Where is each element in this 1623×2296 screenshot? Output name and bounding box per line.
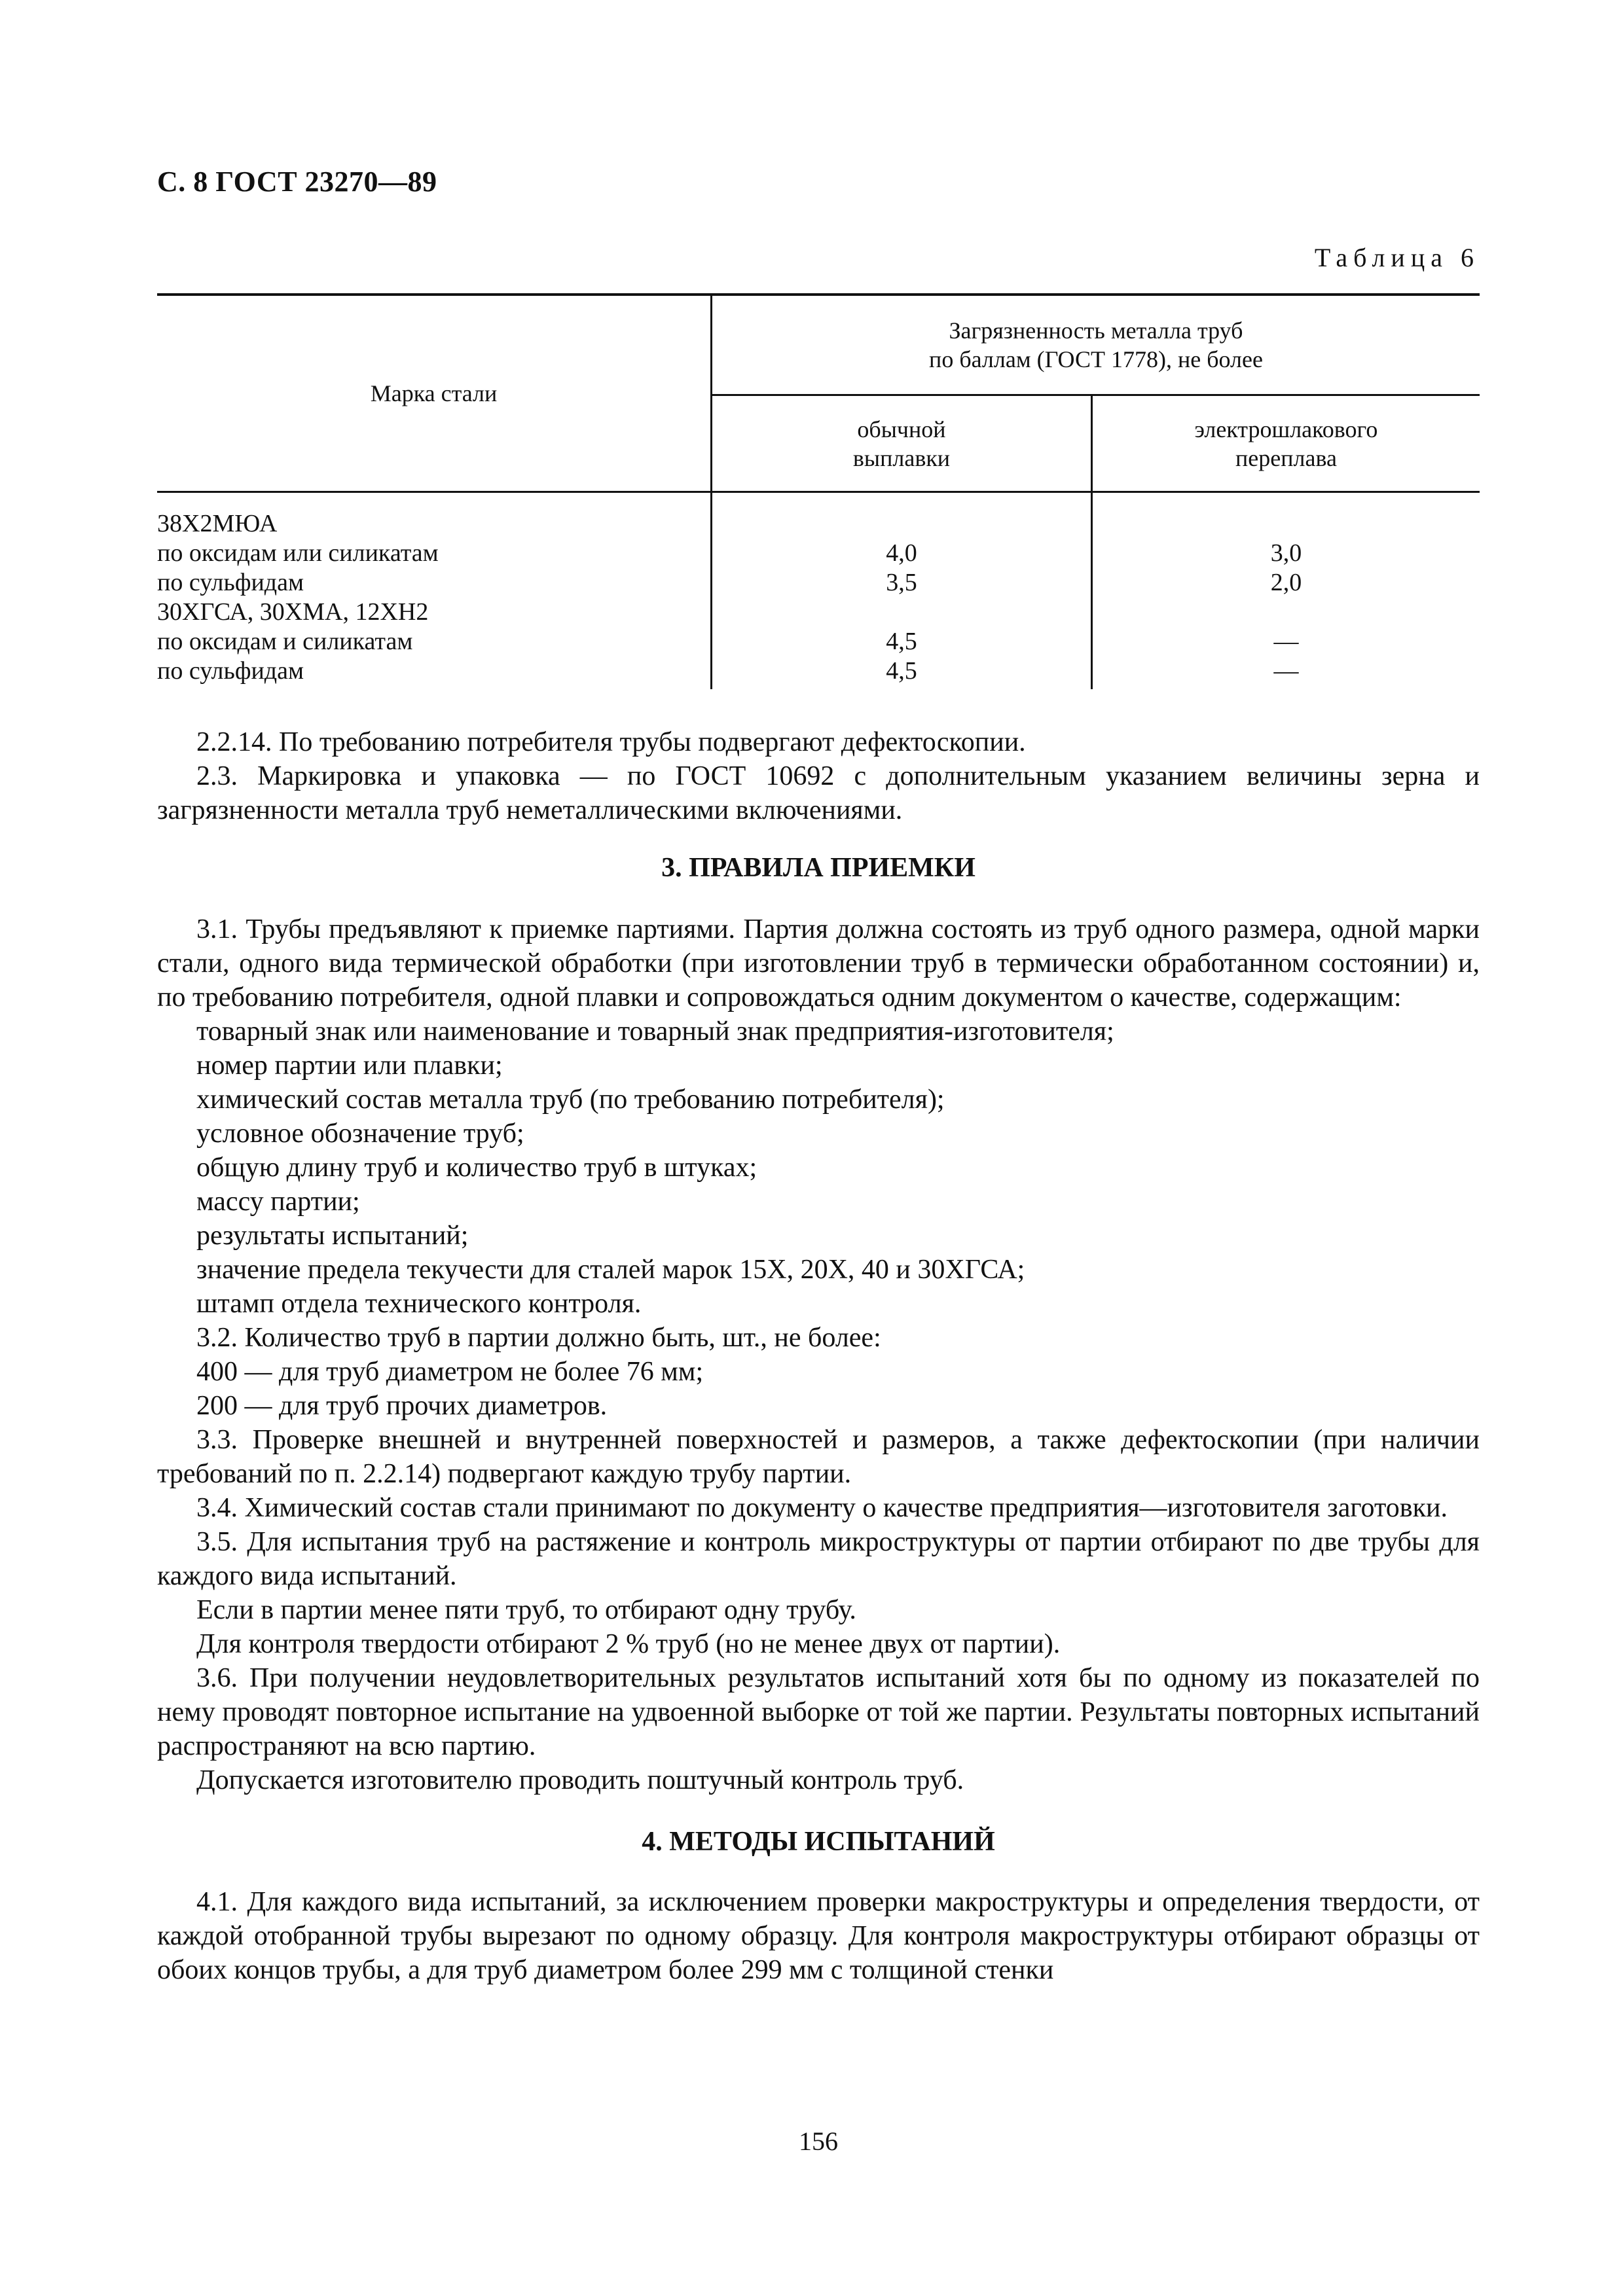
list-item: результаты испытаний; xyxy=(196,1221,469,1251)
page-number: 156 xyxy=(799,2126,838,2156)
list-item: 200 — для труб прочих диаметров. xyxy=(196,1391,608,1421)
paragraph: Для контроля твердости отбирают 2 % труб (но не менее двух от партии). xyxy=(196,1629,1061,1659)
paragraph: 2.3. Маркировка и упаковка — по ГОСТ 10692 с дополнительным указанием величины зерна и загрязненности металла труб неметаллическими включениями. xyxy=(157,761,1480,825)
list-item: номер партии или плавки; xyxy=(196,1050,503,1081)
paragraph: 3.1. Трубы предъявляют к приемке партиями. Партия должна состоять из труб одного размера, одной марки стали, одного вида термической обработки (при изготовлении труб в термически обработанном состоянии) и, по требованию потребителя, одной плавки и сопровождаться одним документом о качестве, содержащим: xyxy=(157,914,1480,1013)
paragraph: 3.5. Для испытания труб на растяжение и контроль микроструктуры от партии отбирают по две трубы для каждого вида испытаний. xyxy=(157,1527,1480,1591)
paragraph: Допускается изготовителю проводить поштучный контроль труб. xyxy=(196,1765,964,1795)
section-title-acceptance-rules: 3. ПРАВИЛА ПРИЕМКИ xyxy=(661,853,976,883)
paragraph: 4.1. Для каждого вида испытаний, за исключением проверки макроструктуры и определения твердости, от каждой отобранной трубы вырезают по одному образцу. Для контроля макроструктуры отбирают образцы от обоих концов трубы, а для труб диаметром более 299 мм с толщиной стенки xyxy=(157,1887,1480,1985)
list-item: условное обозначение труб; xyxy=(196,1119,524,1149)
list-item: 400 — для труб диаметром не более 76 мм; xyxy=(196,1357,704,1387)
document-page xyxy=(157,0,1480,2296)
list-item: общую длину труб и количество труб в штуках; xyxy=(196,1153,757,1183)
list-item: химический состав металла труб (по требованию потребителя); xyxy=(196,1085,945,1115)
contamination-table xyxy=(157,293,1480,689)
column-header-grade: Марка стали xyxy=(157,295,712,492)
column-header-contamination: Загрязненность металла труб по баллам (ГОСТ 1778), не более xyxy=(712,295,1480,395)
paragraph: 3.2. Количество труб в партии должно быть, шт., не более: xyxy=(196,1323,881,1353)
list-item: значение предела текучести для сталей марок 15Х, 20Х, 40 и 30ХГСА; xyxy=(196,1255,1025,1285)
table-row xyxy=(157,598,1480,627)
table-row: по сульфидам 4,5 — xyxy=(157,656,1480,689)
column-header-ordinary-melting: обычной выплавки xyxy=(712,395,1092,492)
paragraph: 3.4. Химический состав стали принимают по документу о качестве предприятия—изготовителя заготовки. xyxy=(196,1493,1448,1523)
page-header: С. 8 ГОСТ 23270—89 xyxy=(157,166,437,198)
section-title-test-methods: 4. МЕТОДЫ ИСПЫТАНИЙ xyxy=(642,1827,995,1857)
paragraph: 2.2.14. По требованию потребителя трубы подвергают дефектоскопии. xyxy=(196,727,1026,757)
table-row xyxy=(157,492,1480,539)
list-item: массу партии; xyxy=(196,1187,360,1217)
table-row: по оксидам или силикатам 4,0 3,0 xyxy=(157,539,1302,567)
list-item: штамп отдела технического контроля. xyxy=(196,1289,642,1319)
steel-grade-cell: 30ХГСА, 30ХМА, 12ХН2 xyxy=(157,598,712,627)
column-header-electroslag-remelting: электрошлакового переплава xyxy=(1092,395,1480,492)
table-row: по оксидам и силикатам 4,5 — xyxy=(157,628,1299,655)
paragraph: 3.3. Проверке внешней и внутренней поверхностей и размеров, а также дефектоскопии (при наличии требований по п. 2.2.14) подвергают каждую трубу партии. xyxy=(157,1425,1480,1489)
body-text xyxy=(157,725,1480,1987)
steel-grade-cell: 38Х2МЮА xyxy=(157,492,712,539)
table-caption: Таблица 6 xyxy=(1314,243,1480,272)
paragraph: Если в партии менее пяти труб, то отбирают одну трубу. xyxy=(196,1595,856,1625)
table-row: по сульфидам 3,5 2,0 xyxy=(157,569,1302,596)
list-item: товарный знак или наименование и товарный знак предприятия-изготовителя; xyxy=(196,1016,1114,1047)
paragraph: 3.6. При получении неудовлетворительных результатов испытаний хотя бы по одному из показателей по нему проводят повторное испытание на удвоенной выборке от той же партии. Результаты повторных испытаний распространяют на всю партию. xyxy=(157,1663,1480,1761)
